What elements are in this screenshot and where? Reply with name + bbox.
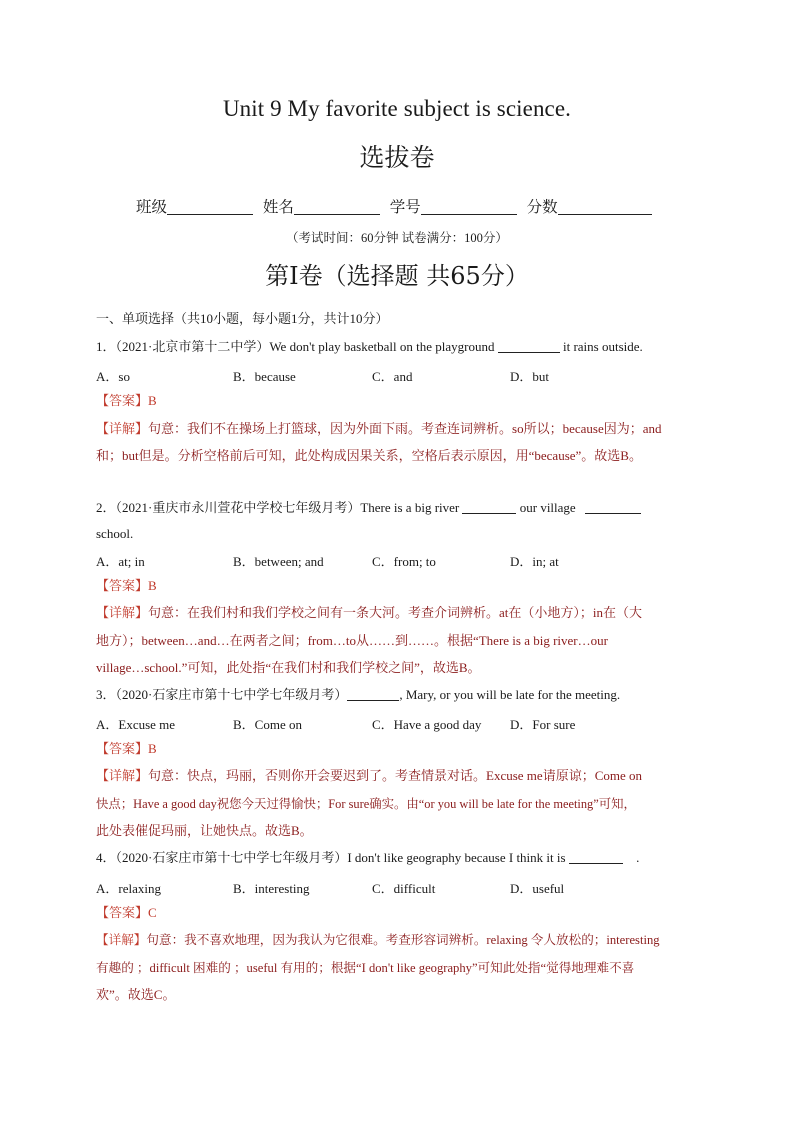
- question-4-option-a: A．relaxing: [96, 881, 161, 896]
- question-1-detail-line-2: 和；but但是。分析空格前后可知，此处构成因果关系，空格后表示原因，用“because”。故选B。: [96, 448, 642, 463]
- question-1-detail-line-1: 【详解】句意：我们不在操场上打篮球，因为外面下雨。考查连词辨析。so所以；because因为；and: [96, 421, 662, 436]
- question-2-blank-2: [585, 500, 641, 514]
- question-3-answer: [96, 741, 157, 757]
- name-blank: [294, 198, 380, 215]
- question-3-option-d: D．For sure: [510, 717, 576, 732]
- question-1-option-a: A．so: [96, 369, 130, 384]
- question-4-blank: [569, 850, 623, 864]
- number-blank: [421, 198, 517, 215]
- question-1-answer: [96, 393, 157, 409]
- answer-label: 【答案】: [96, 578, 149, 593]
- number-label: 学号: [389, 199, 421, 216]
- question-4-text: 4．（2020·石家庄市第十七中学七年级月考）I don't like geography because I think it is: [96, 850, 566, 865]
- question-3-option-a: A．Excuse me: [96, 717, 176, 732]
- name-label: 姓名: [262, 199, 294, 216]
- question-2-stem: [96, 500, 641, 516]
- question-4-stem: [96, 850, 639, 866]
- section-heading: 一、单项选择（共10小题，每小题1分，共计10分）: [96, 311, 389, 326]
- question-3-option-c: C．Have a good day: [372, 717, 482, 732]
- question-2-option-d: D．in; at: [510, 554, 559, 569]
- answer-label: 【答案】: [96, 741, 149, 756]
- question-2-detail-line-3: village…school.”可知，此处指“在我们村和我们学校之间”，故选B。: [96, 660, 481, 675]
- question-4-detail-line-3: 欢”。故选C。: [96, 987, 176, 1002]
- exam-info: （考试时间：60分钟 试卷满分：100分）: [286, 231, 508, 245]
- question-2-detail-line-2: 地方）；between…and…在两者之间；from…to从……到……。根据“There is a big river…our: [96, 633, 608, 648]
- question-4-option-c: C．difficult: [372, 881, 436, 896]
- question-1-blank: [498, 339, 560, 353]
- question-3-stem: [96, 687, 620, 703]
- score-blank: [558, 198, 652, 215]
- question-2-stem-line-2: school.: [96, 526, 134, 541]
- question-4-text-after: .: [636, 850, 640, 865]
- question-3-blank: [347, 687, 399, 701]
- answer-value: B: [148, 578, 157, 593]
- part-title: 第Ⅰ卷（选择题 共65分）: [265, 262, 529, 290]
- question-2-option-b: B．between; and: [233, 554, 324, 569]
- detail-label: 【详解】: [96, 768, 149, 783]
- question-2-blank-1: [462, 500, 516, 514]
- question-2-option-a: A．at; in: [96, 554, 145, 569]
- question-1-option-d: D．but: [510, 369, 550, 384]
- detail-label: 【详解】: [96, 605, 149, 620]
- question-4-detail-line-2: 有趣的 ；difficult 困难的 ；useful 有用的；根据“I don't like geography”可知此处指“觉得地理难不喜: [96, 961, 635, 975]
- question-2-text: 2．（2021·重庆市永川萱花中学校七年级月考）There is a big river: [96, 500, 460, 515]
- question-3-option-b: B．Come on: [233, 717, 302, 732]
- question-1-text-after: it rains outside.: [562, 339, 643, 354]
- question-1-stem: [96, 339, 643, 355]
- question-3-detail-line-3: 此处表催促玛丽，让她快点。故选B。: [96, 823, 313, 838]
- question-2-option-c: C．from; to: [372, 554, 436, 569]
- answer-label: 【答案】: [96, 905, 149, 920]
- document-title: Unit 9 My favorite subject is science.: [222, 96, 572, 121]
- question-2-answer: [96, 578, 157, 594]
- question-3-detail-line-1: 【详解】句意：快点，玛丽，否则你开会要迟到了。考查情景对话。Excuse me请原谅；Come on: [96, 768, 642, 783]
- question-2-detail-line-1: 【详解】句意：在我们村和我们学校之间有一条大河。考查介词辨析。at在（小地方）；in在（大: [96, 605, 643, 620]
- question-1-option-c: C．and: [372, 369, 413, 384]
- student-info-line: [136, 195, 652, 217]
- question-3-text: 3．（2020·石家庄市第十七中学七年级月考）: [96, 687, 348, 702]
- document-subtitle: 选拔卷: [359, 143, 435, 172]
- question-2-text-mid: our village: [519, 500, 576, 515]
- class-blank: [167, 198, 253, 215]
- question-3-detail-line-2: 快点；Have a good day祝您今天过得愉快；For sure确实。由“or you will be late for the meeting”可知，: [96, 797, 636, 811]
- detail-label: 【详解】: [96, 421, 149, 436]
- detail-label: 【详解】: [96, 933, 147, 947]
- question-4-detail-line-1: 【详解】句意：我不喜欢地理，因为我认为它很难。考查形容词辨析。relaxing 令人放松的；interesting: [96, 933, 660, 947]
- question-4-option-d: D．useful: [510, 881, 565, 896]
- class-label: 班级: [136, 199, 168, 216]
- question-1-option-b: B．because: [233, 369, 296, 384]
- score-label: 分数: [526, 199, 558, 216]
- question-4-option-b: B．interesting: [233, 881, 310, 896]
- answer-value: B: [148, 741, 157, 756]
- question-4-answer: [96, 905, 157, 921]
- question-3-text-after: , Mary, or you will be late for the meeting.: [399, 687, 621, 702]
- answer-label: 【答案】: [96, 393, 149, 408]
- answer-value: C: [148, 905, 157, 920]
- question-1-text: 1．（2021·北京市第十二中学）We don't play basketball on the playground: [96, 339, 495, 354]
- answer-value: B: [148, 393, 157, 408]
